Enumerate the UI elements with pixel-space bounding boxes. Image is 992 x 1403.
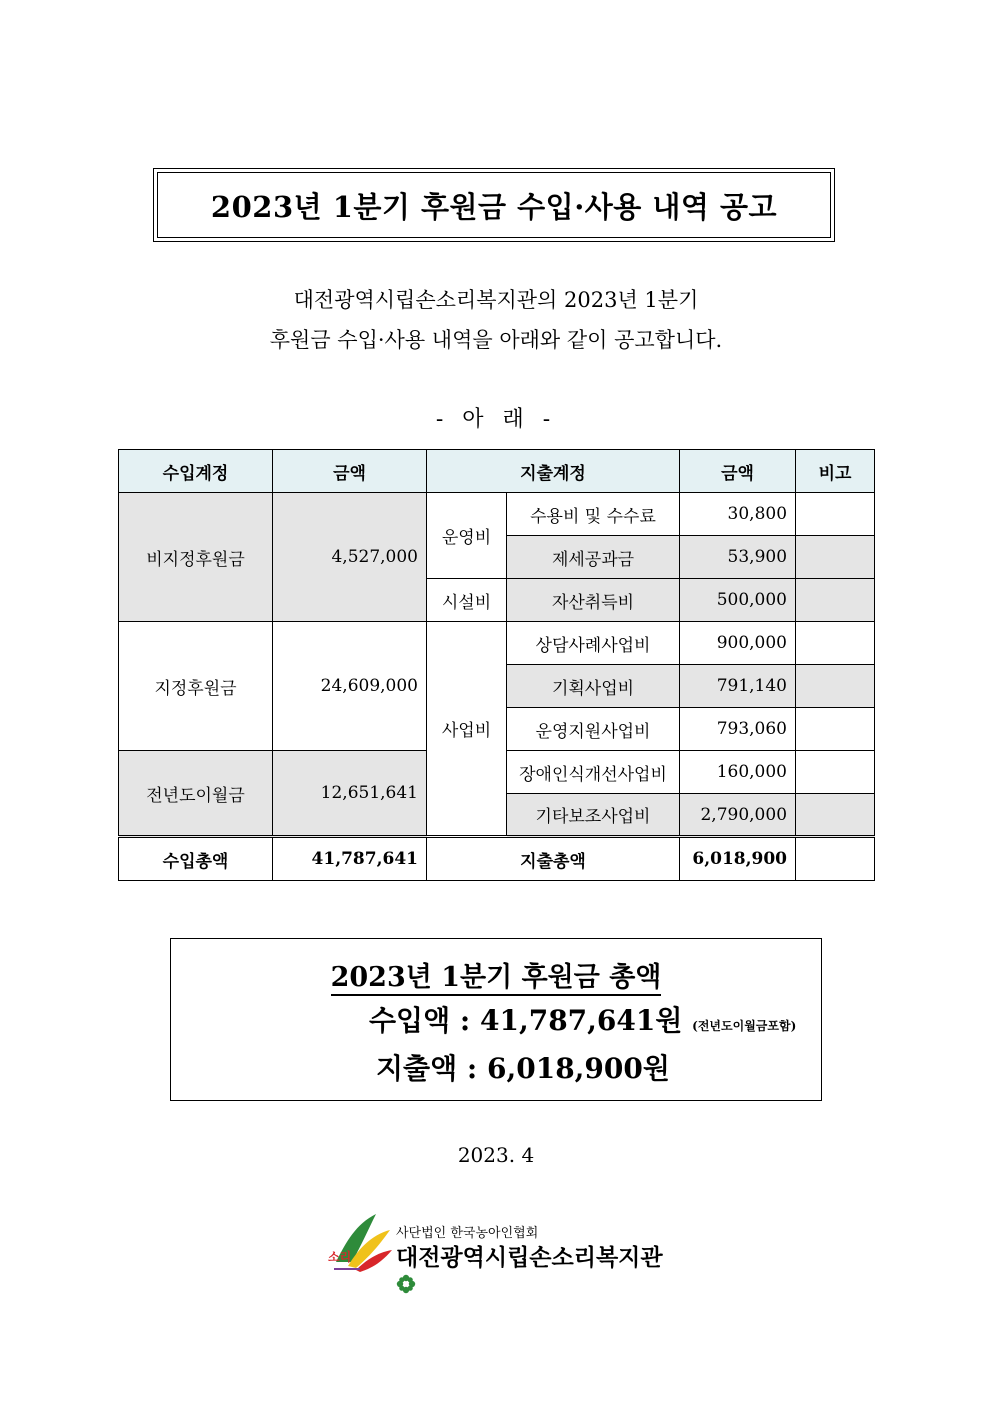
remarks-cell: [796, 751, 875, 794]
document-date: 2023. 4: [457, 1143, 535, 1167]
expense-amount: 791,140: [680, 665, 796, 708]
summary-income-value: 41,787,641원: [480, 1004, 683, 1037]
expense-total-amount: 6,018,900: [680, 837, 796, 881]
header-amount-expense: 금액: [680, 450, 796, 493]
intro-line-2: 후원금 수입·사용 내역을 아래와 같이 공고합니다.: [269, 328, 723, 352]
expense-group: 사업비: [427, 622, 507, 837]
expense-amount: 53,900: [680, 536, 796, 579]
total-row: [119, 837, 875, 881]
title-box: [153, 168, 835, 242]
expense-label: 수용비 및 수수료: [507, 493, 680, 536]
income-label: 지정후원금: [119, 622, 273, 751]
summary-income-note: (전년도이월금포함): [692, 1019, 797, 1033]
logo-mark-icon: [326, 1212, 394, 1276]
income-amount: 12,651,641: [273, 751, 427, 837]
remarks-cell: [796, 493, 875, 536]
remarks-cell: [796, 665, 875, 708]
header-expense-account: 지출계정: [427, 450, 680, 493]
expense-label: 장애인식개선사업비: [507, 751, 680, 794]
summary-expense: 지출액 : 6,018,900원: [376, 1052, 670, 1085]
remarks-cell: [796, 579, 875, 622]
donation-table: [118, 449, 875, 881]
expense-label: 운영지원사업비: [507, 708, 680, 751]
expense-amount: 160,000: [680, 751, 796, 794]
header-amount-income: 금액: [273, 450, 427, 493]
expense-amount: 2,790,000: [680, 794, 796, 837]
summary-expense-label: 지출액: [376, 1052, 458, 1085]
page-title: 2023년 1분기 후원금 수입·사용 내역 공고: [157, 172, 831, 238]
remarks-cell: [796, 837, 875, 881]
intro-line-1: 대전광역시립손소리복지관의 2023년 1분기: [293, 288, 699, 312]
expense-group: 시설비: [427, 579, 507, 622]
expense-total-label: 지출총액: [427, 837, 680, 881]
expense-label: 기타보조사업비: [507, 794, 680, 837]
logo-name-text: 대전광역시립손소리복지관: [396, 1245, 663, 1271]
income-label: 비지정후원금: [119, 493, 273, 622]
summary-income-label: 수입액: [369, 1004, 451, 1037]
summary-title: [171, 955, 821, 994]
remarks-cell: [796, 794, 875, 837]
summary-box: [170, 938, 822, 1101]
logo-name: [396, 1239, 686, 1298]
expense-label: 제세공과금: [507, 536, 680, 579]
remarks-cell: [796, 536, 875, 579]
organization-logo: [326, 1212, 686, 1276]
expense-amount: 30,800: [680, 493, 796, 536]
table-row: [119, 493, 875, 536]
remarks-cell: [796, 622, 875, 665]
income-label: 전년도이월금: [119, 751, 273, 837]
logo-subtitle: 사단법인 한국농아인협회: [396, 1226, 539, 1241]
income-amount: 24,609,000: [273, 622, 427, 751]
table-row: [119, 622, 875, 665]
header-income-account: 수입계정: [119, 450, 273, 493]
expense-label: 상담사례사업비: [507, 622, 680, 665]
expense-amount: 793,060: [680, 708, 796, 751]
logo-mark-text: 소리: [328, 1250, 352, 1264]
income-amount: 4,527,000: [273, 493, 427, 622]
summary-title-text: 2023년 1분기 후원금 총액: [331, 962, 662, 996]
expense-amount: 500,000: [680, 579, 796, 622]
section-marker: - 아 래 -: [435, 407, 557, 432]
income-total-label: 수입총액: [119, 837, 273, 881]
expense-label: 자산취득비: [507, 579, 680, 622]
income-total-amount: 41,787,641: [273, 837, 427, 881]
expense-group: 운영비: [427, 493, 507, 579]
expense-label: 기획사업비: [507, 665, 680, 708]
summary-income: 수입액 : 41,787,641원 (전년도이월금포함): [369, 1004, 797, 1037]
expense-amount: 900,000: [680, 622, 796, 665]
summary-expense-value: 6,018,900원: [487, 1052, 670, 1085]
remarks-cell: [796, 708, 875, 751]
flower-icon: [396, 1274, 416, 1294]
header-remarks: 비고: [796, 450, 875, 493]
table-header-row: [119, 450, 875, 493]
